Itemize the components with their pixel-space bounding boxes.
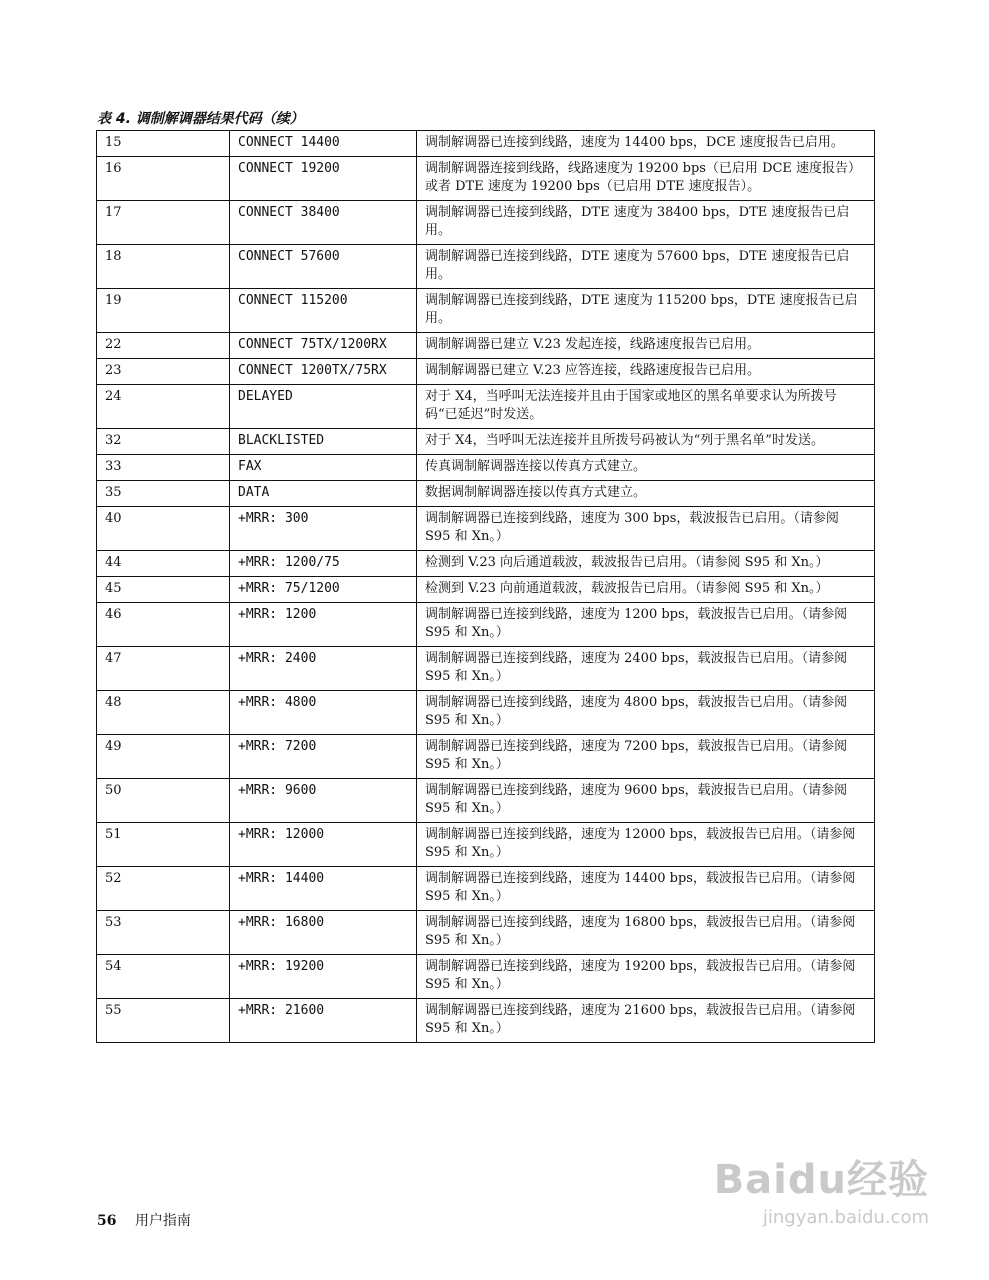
result-text-cell: BLACKLISTED <box>230 429 417 455</box>
result-code-cell: 49 <box>97 735 230 779</box>
result-text-cell: +MRR: 19200 <box>230 955 417 999</box>
description-cell: 检测到 V.23 向后通道载波，载波报告已启用。（请参阅 S95 和 Xn。） <box>417 551 875 577</box>
description-cell: 调制解调器已连接到线路，速度为 1200 bps，载波报告已启用。（请参阅 S95 和 Xn。） <box>417 603 875 647</box>
result-code-cell: 45 <box>97 577 230 603</box>
result-code-cell: 17 <box>97 201 230 245</box>
table-row <box>97 779 875 823</box>
result-code-cell: 44 <box>97 551 230 577</box>
table-row <box>97 455 875 481</box>
description-cell: 调制解调器已连接到线路，DTE 速度为 57600 bps，DTE 速度报告已启用。 <box>417 245 875 289</box>
description-cell: 数据调制解调器连接以传真方式建立。 <box>417 481 875 507</box>
description-cell: 对于 X4，当呼叫无法连接并且由于国家或地区的黑名单要求认为所拨号码“已延迟”时发送。 <box>417 385 875 429</box>
result-code-cell: 53 <box>97 911 230 955</box>
description-cell: 调制解调器已连接到线路，DTE 速度为 38400 bps，DTE 速度报告已启用。 <box>417 201 875 245</box>
result-text-cell: +MRR: 12000 <box>230 823 417 867</box>
table-row <box>97 911 875 955</box>
table-row <box>97 577 875 603</box>
result-code-cell: 55 <box>97 999 230 1043</box>
watermark-brand: Baidu经验 <box>713 1157 929 1203</box>
result-code-cell: 18 <box>97 245 230 289</box>
result-text-cell: +MRR: 75/1200 <box>230 577 417 603</box>
result-text-cell: +MRR: 21600 <box>230 999 417 1043</box>
result-code-cell: 54 <box>97 955 230 999</box>
result-text-cell: CONNECT 115200 <box>230 289 417 333</box>
result-text-cell: +MRR: 1200 <box>230 603 417 647</box>
result-text-cell: +MRR: 2400 <box>230 647 417 691</box>
table-row <box>97 603 875 647</box>
result-text-cell: CONNECT 75TX/1200RX <box>230 333 417 359</box>
table-caption: 表 4. 调制解调器结果代码（续） <box>97 111 304 127</box>
watermark-url: jingyan.baidu.com <box>762 1207 929 1228</box>
result-code-cell: 48 <box>97 691 230 735</box>
result-text-cell: CONNECT 19200 <box>230 157 417 201</box>
table-row <box>97 245 875 289</box>
result-text-cell: +MRR: 9600 <box>230 779 417 823</box>
table-row <box>97 507 875 551</box>
result-code-cell: 19 <box>97 289 230 333</box>
result-code-cell: 51 <box>97 823 230 867</box>
description-cell: 调制解调器已连接到线路，速度为 21600 bps，载波报告已启用。（请参阅 S95 和 Xn。） <box>417 999 875 1043</box>
result-text-cell: CONNECT 38400 <box>230 201 417 245</box>
result-text-cell: DATA <box>230 481 417 507</box>
description-cell: 调制解调器已连接到线路，速度为 12000 bps，载波报告已启用。（请参阅 S95 和 Xn。） <box>417 823 875 867</box>
table-row <box>97 429 875 455</box>
description-cell: 调制解调器已连接到线路，速度为 9600 bps，载波报告已启用。（请参阅 S95 和 Xn。） <box>417 779 875 823</box>
result-code-cell: 35 <box>97 481 230 507</box>
table-row <box>97 955 875 999</box>
result-code-cell: 33 <box>97 455 230 481</box>
description-cell: 调制解调器已连接到线路，速度为 4800 bps，载波报告已启用。（请参阅 S95 和 Xn。） <box>417 691 875 735</box>
result-code-cell: 52 <box>97 867 230 911</box>
description-cell: 调制解调器已连接到线路，DTE 速度为 115200 bps，DTE 速度报告已启用。 <box>417 289 875 333</box>
table-row <box>97 201 875 245</box>
description-cell: 检测到 V.23 向前通道载波，载波报告已启用。（请参阅 S95 和 Xn。） <box>417 577 875 603</box>
result-code-cell: 16 <box>97 157 230 201</box>
document-title: 用户指南 <box>134 1213 191 1229</box>
table-row <box>97 289 875 333</box>
table-row <box>97 691 875 735</box>
result-codes-table <box>96 130 875 1043</box>
description-cell: 调制解调器已连接到线路，速度为 14400 bps，载波报告已启用。（请参阅 S95 和 Xn。） <box>417 867 875 911</box>
result-code-cell: 15 <box>97 131 230 157</box>
description-cell: 调制解调器已连接到线路，速度为 16800 bps，载波报告已启用。（请参阅 S95 和 Xn。） <box>417 911 875 955</box>
baidu-watermark <box>714 1148 929 1228</box>
table-row <box>97 999 875 1043</box>
result-text-cell: +MRR: 7200 <box>230 735 417 779</box>
description-cell: 调制解调器已连接到线路，速度为 300 bps，载波报告已启用。（请参阅 S95 和 Xn。） <box>417 507 875 551</box>
description-cell: 调制解调器已连接到线路，速度为 7200 bps，载波报告已启用。（请参阅 S95 和 Xn。） <box>417 735 875 779</box>
result-text-cell: +MRR: 16800 <box>230 911 417 955</box>
page-number: 56 <box>97 1213 117 1229</box>
result-text-cell: CONNECT 1200TX/75RX <box>230 359 417 385</box>
description-cell: 对于 X4，当呼叫无法连接并且所拨号码被认为“列于黑名单”时发送。 <box>417 429 875 455</box>
result-code-cell: 22 <box>97 333 230 359</box>
result-code-cell: 23 <box>97 359 230 385</box>
table-row <box>97 131 875 157</box>
page-footer <box>97 1210 191 1230</box>
result-text-cell: DELAYED <box>230 385 417 429</box>
table-row <box>97 359 875 385</box>
table-row <box>97 735 875 779</box>
result-text-cell: CONNECT 57600 <box>230 245 417 289</box>
result-text-cell: +MRR: 14400 <box>230 867 417 911</box>
table-row <box>97 823 875 867</box>
result-text-cell: +MRR: 4800 <box>230 691 417 735</box>
description-cell: 调制解调器已连接到线路，速度为 19200 bps，载波报告已启用。（请参阅 S95 和 Xn。） <box>417 955 875 999</box>
table-row <box>97 867 875 911</box>
result-code-cell: 32 <box>97 429 230 455</box>
table-row <box>97 333 875 359</box>
table-row <box>97 481 875 507</box>
result-code-cell: 50 <box>97 779 230 823</box>
description-cell: 调制解调器已建立 V.23 发起连接，线路速度报告已启用。 <box>417 333 875 359</box>
result-text-cell: CONNECT 14400 <box>230 131 417 157</box>
result-text-cell: FAX <box>230 455 417 481</box>
description-cell: 调制解调器已连接到线路，速度为 2400 bps，载波报告已启用。（请参阅 S95 和 Xn。） <box>417 647 875 691</box>
table-row <box>97 385 875 429</box>
result-code-cell: 24 <box>97 385 230 429</box>
table-row <box>97 647 875 691</box>
description-cell: 调制解调器连接到线路，线路速度为 19200 bps（已启用 DCE 速度报告）或者 DTE 速度为 19200 bps（已启用 DTE 速度报告）。 <box>417 157 875 201</box>
result-text-cell: +MRR: 300 <box>230 507 417 551</box>
description-cell: 调制解调器已连接到线路，速度为 14400 bps，DCE 速度报告已启用。 <box>417 131 875 157</box>
table-row <box>97 157 875 201</box>
result-code-cell: 47 <box>97 647 230 691</box>
result-code-cell: 40 <box>97 507 230 551</box>
table-row <box>97 551 875 577</box>
result-code-cell: 46 <box>97 603 230 647</box>
description-cell: 调制解调器已建立 V.23 应答连接，线路速度报告已启用。 <box>417 359 875 385</box>
description-cell: 传真调制解调器连接以传真方式建立。 <box>417 455 875 481</box>
result-text-cell: +MRR: 1200/75 <box>230 551 417 577</box>
